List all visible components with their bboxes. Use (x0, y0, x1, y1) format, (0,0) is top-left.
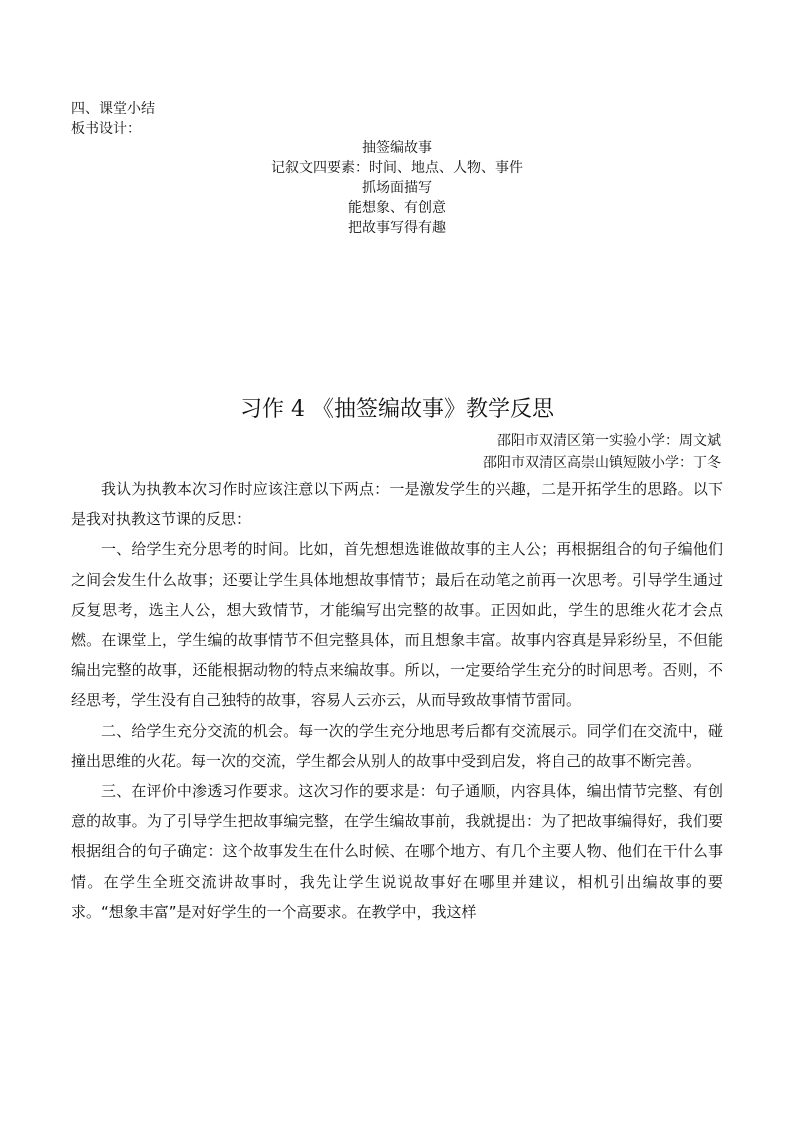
board-line: 把故事写得有趣 (348, 220, 446, 236)
body-paragraph: 二、给学生充分交流的机会。每一次的学生充分地思考后都有交流展示。同学们在交流中，碰撞出思维的火花。每一次的交流，学生都会从别人的故事中受到启发，将自己的故事不断完善。 (71, 721, 723, 770)
reflection-body (71, 474, 723, 927)
board-line: 抓场面描写 (362, 180, 432, 196)
author-line: 邵阳市双清区第一实验小学：周文斌 (497, 433, 721, 449)
board-design (0, 138, 794, 238)
board-line: 能想象、有创意 (348, 200, 446, 216)
body-paragraph: 我认为执教本次习作时应该注意以下两点：一是激发学生的兴趣，二是开拓学生的思路。以下是我对执教这节课的反思： (71, 480, 723, 529)
board-design-label: 板书设计： (71, 121, 141, 137)
authors-block (483, 430, 721, 474)
board-line: 抽签编故事 (362, 140, 432, 156)
board-line: 记叙文四要素：时间、地点、人物、事件 (271, 160, 523, 176)
author-line: 邵阳市双清区高崇山镇短陂小学：丁冬 (483, 455, 721, 471)
section-heading: 四、课堂小结 (71, 101, 155, 117)
summary-section (71, 99, 155, 139)
reflection-title: 习作 4 《抽签编故事》教学反思 (240, 397, 554, 422)
body-paragraph: 三、在评价中渗透习作要求。这次习作的要求是：句子通顺，内容具体，编出情节完整、有创意的故事。为了引导学生把故事编完整，在学生编故事前，我就提出：为了把故事编得好，我们要根据组合的句子确定：这个故事发生在什么时候、在哪个地方、有几个主要人物、他们在干什么事情。在学生全班交流讲故事时，我先让学生说说故事好在哪里并建议，相机引出编故事的要求。“想象丰富”是对好学生的一个高要求。在教学中，我这样 (71, 782, 723, 921)
body-paragraph: 一、给学生充分思考的时间。比如，首先想想选谁做故事的主人公；再根据组合的句子编他们之间会发生什么故事；还要让学生具体地想故事情节；最后在动笔之前再一次思考。引导学生通过反复思考，选主人公，想大致情节，才能编写出完整的故事。正因如此，学生的思维火花才会点燃。在课堂上，学生编的故事情节不但完整具体，而且想象丰富。故事内容真是异彩纷呈，不但能编出完整的故事，还能根据动物的特点来编故事。所以，一定要给学生充分的时间思考。否则，不经思考，学生没有自己独特的故事，容易人云亦云，从而导致故事情节雷同。 (71, 540, 723, 710)
